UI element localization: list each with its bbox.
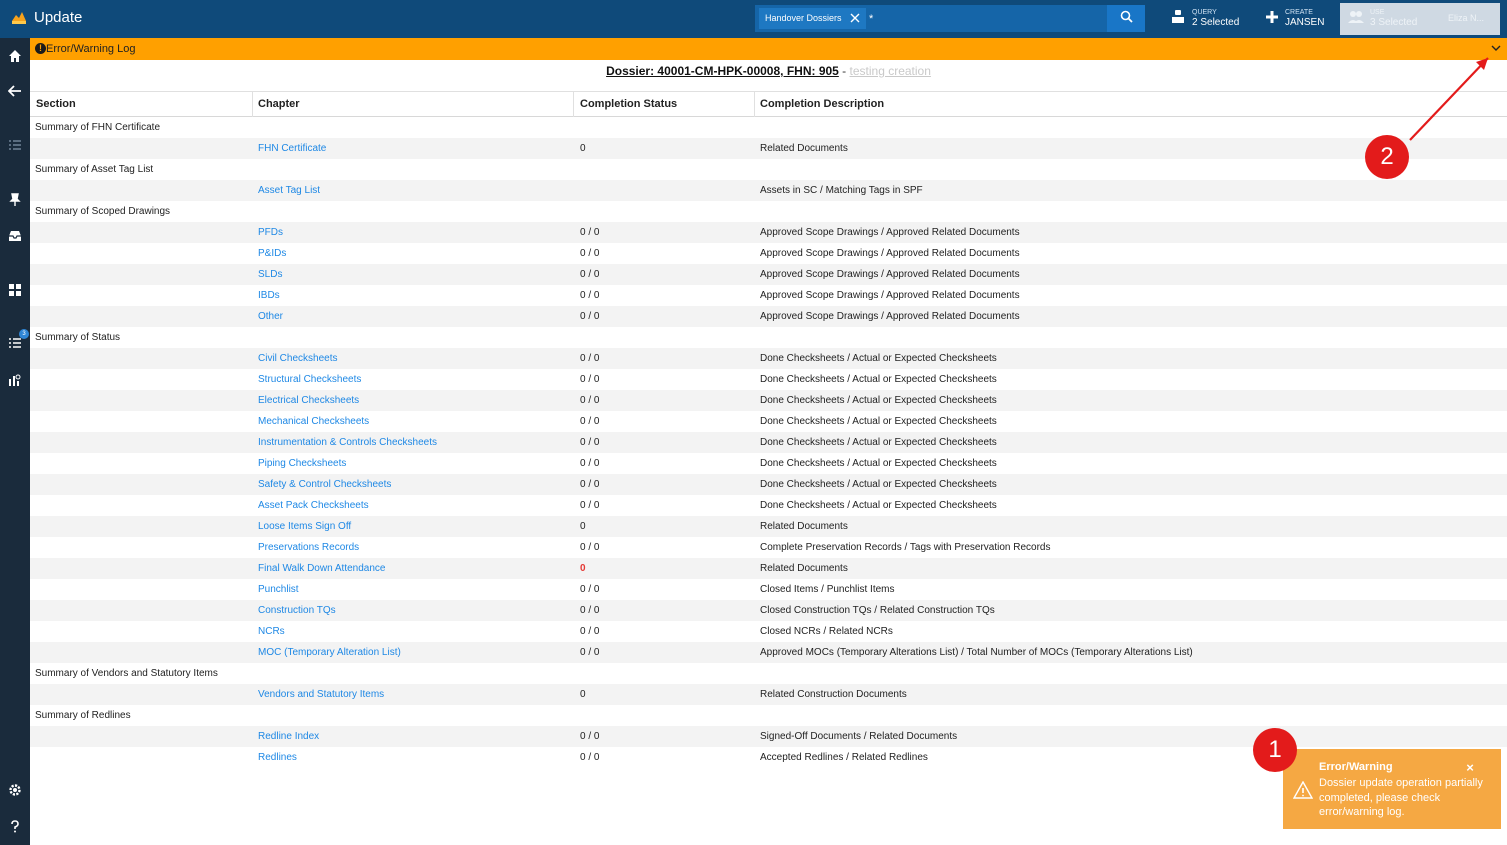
chapter-link[interactable]: Asset Pack Checksheets xyxy=(258,500,369,511)
create-button[interactable] xyxy=(1265,6,1324,32)
warning-toast[interactable] xyxy=(1283,749,1501,829)
section-cell: Summary of Vendors and Statutory Items xyxy=(35,668,218,679)
list-icon[interactable] xyxy=(5,135,25,155)
query-button[interactable] xyxy=(1170,6,1239,32)
status-cell: 0 / 0 xyxy=(580,500,600,511)
search-input[interactable] xyxy=(869,11,1069,27)
chapter-link[interactable]: Punchlist xyxy=(258,584,299,595)
chapter-link[interactable]: Final Walk Down Attendance xyxy=(258,563,386,574)
table-row[interactable] xyxy=(30,264,1507,285)
brand xyxy=(10,8,82,26)
chapter-link[interactable]: Vendors and Statutory Items xyxy=(258,689,385,700)
error-warning-log-bar[interactable] xyxy=(30,38,1507,60)
chapter-link[interactable]: Mechanical Checksheets xyxy=(258,416,370,427)
table-row[interactable] xyxy=(30,495,1507,516)
dossier-header xyxy=(30,64,1507,78)
chapter-link[interactable]: IBDs xyxy=(258,290,280,301)
status-cell: 0 / 0 xyxy=(580,290,600,301)
description-cell: Done Checksheets / Actual or Expected Checksheets xyxy=(760,500,997,511)
status-cell: 0 / 0 xyxy=(580,479,600,490)
chapter-link[interactable]: Other xyxy=(258,311,284,322)
chapter-link[interactable]: Piping Checksheets xyxy=(258,458,347,469)
exclamation-icon: ! xyxy=(35,43,46,54)
description-cell: Related Documents xyxy=(760,563,848,574)
help-question-icon[interactable] xyxy=(5,816,25,836)
description-cell: Closed NCRs / Related NCRs xyxy=(760,626,893,637)
table-row[interactable] xyxy=(30,285,1507,306)
status-cell: 0 / 0 xyxy=(580,311,600,322)
description-cell: Approved MOCs (Temporary Alterations List) / Total Number of MOCs (Temporary Alterations List) xyxy=(760,647,1193,658)
callout-2: 2 xyxy=(1365,135,1409,179)
chapter-link[interactable]: Redlines xyxy=(258,752,297,763)
tasks-badge: 3 xyxy=(19,329,29,339)
search-chip-label: Handover Dossiers xyxy=(765,13,842,23)
table-row[interactable] xyxy=(30,348,1507,369)
table-row[interactable] xyxy=(30,222,1507,243)
status-cell: 0 / 0 xyxy=(580,374,600,385)
description-cell: Approved Scope Drawings / Approved Related Documents xyxy=(760,311,1020,322)
section-row xyxy=(30,663,1507,684)
search-icon xyxy=(1120,10,1133,28)
description-cell: Approved Scope Drawings / Approved Related Documents xyxy=(760,248,1020,259)
column-header-status[interactable]: Completion Status xyxy=(580,98,678,110)
section-cell: Summary of Redlines xyxy=(35,710,131,721)
left-nav xyxy=(0,38,30,845)
description-cell: Accepted Redlines / Related Redlines xyxy=(760,752,928,763)
table-row[interactable] xyxy=(30,537,1507,558)
description-cell: Done Checksheets / Actual or Expected Checksheets xyxy=(760,395,997,406)
query-stack-icon xyxy=(1170,9,1186,30)
query-label: QUERY xyxy=(1192,9,1217,16)
search-filter-chip[interactable] xyxy=(759,8,866,29)
toast-message: Dossier update operation partially completed, please check error/warning log. xyxy=(1319,777,1483,818)
table-row[interactable] xyxy=(30,390,1507,411)
completion-table xyxy=(30,91,1507,768)
description-cell: Approved Scope Drawings / Approved Related Documents xyxy=(760,269,1020,280)
chapter-link[interactable]: Civil Checksheets xyxy=(258,353,338,364)
status-cell: 0 / 0 xyxy=(580,458,600,469)
table-row[interactable] xyxy=(30,516,1507,537)
toast-title: Error/Warning xyxy=(1319,761,1393,773)
description-cell: Signed-Off Documents / Related Documents xyxy=(760,731,958,742)
chapter-link[interactable]: P&IDs xyxy=(258,248,287,259)
status-cell: 0 / 0 xyxy=(580,353,600,364)
table-row[interactable] xyxy=(30,306,1507,327)
status-cell: 0 / 0 xyxy=(580,584,600,595)
table-row[interactable] xyxy=(30,411,1507,432)
chapter-link[interactable]: NCRs xyxy=(258,626,285,637)
column-header-section[interactable]: Section xyxy=(36,98,76,110)
status-cell: 0 / 0 xyxy=(580,752,600,763)
table-row[interactable] xyxy=(30,600,1507,621)
chapter-link[interactable]: Asset Tag List xyxy=(258,185,321,196)
status-cell: 0 / 0 xyxy=(580,542,600,553)
top-bar xyxy=(0,0,1507,38)
log-title: Error/Warning Log xyxy=(46,43,136,55)
table-row[interactable] xyxy=(30,621,1507,642)
column-header-description[interactable]: Completion Description xyxy=(760,98,885,110)
description-cell: Done Checksheets / Actual or Expected Checksheets xyxy=(760,458,997,469)
pin-icon[interactable] xyxy=(5,190,25,210)
search-bar[interactable] xyxy=(755,5,1145,32)
status-cell: 0 / 0 xyxy=(580,605,600,616)
section-row xyxy=(30,159,1507,180)
inbox-icon[interactable] xyxy=(5,226,25,246)
table-row[interactable] xyxy=(30,243,1507,264)
status-cell: 0 / 0 xyxy=(580,248,600,259)
section-row xyxy=(30,705,1507,726)
chapter-link[interactable]: Safety & Control Checksheets xyxy=(258,479,392,490)
chapter-link[interactable]: SLDs xyxy=(258,269,283,280)
app-logo-icon xyxy=(10,8,28,26)
disabled-user-action xyxy=(1340,3,1500,35)
description-cell: Related Documents xyxy=(760,521,848,532)
table-row[interactable] xyxy=(30,453,1507,474)
description-cell: Approved Scope Drawings / Approved Related Documents xyxy=(760,290,1020,301)
chapter-link[interactable]: Redline Index xyxy=(258,731,320,742)
status-cell: 0 xyxy=(580,143,586,154)
table-row[interactable] xyxy=(30,558,1507,579)
status-cell: 0 / 0 xyxy=(580,227,600,238)
reports-icon[interactable] xyxy=(5,370,25,390)
description-cell: Done Checksheets / Actual or Expected Checksheets xyxy=(760,416,997,427)
disabled-action-value: 3 Selected xyxy=(1370,17,1418,28)
description-cell: Closed Items / Punchlist Items xyxy=(760,584,895,595)
close-icon[interactable]: × xyxy=(1466,760,1474,775)
users-icon xyxy=(1348,9,1364,30)
section-row xyxy=(30,327,1507,348)
status-cell: 0 / 0 xyxy=(580,647,600,658)
create-value: JANSEN xyxy=(1285,17,1325,28)
chapter-link[interactable]: Preservations Records xyxy=(258,542,360,553)
table-row[interactable] xyxy=(30,432,1507,453)
status-cell: 0 xyxy=(580,689,586,700)
disabled-action-label: USE xyxy=(1370,9,1385,16)
callout-1: 1 xyxy=(1253,728,1297,772)
section-cell: Summary of Status xyxy=(35,332,121,343)
search-button[interactable] xyxy=(1107,5,1145,32)
app-title: Update xyxy=(34,8,83,26)
status-cell: 0 / 0 xyxy=(580,626,600,637)
description-cell: Approved Scope Drawings / Approved Related Documents xyxy=(760,227,1020,238)
settings-gear-icon[interactable] xyxy=(5,780,25,800)
status-cell: 0 / 0 xyxy=(580,269,600,280)
dossier-id[interactable]: Dossier: 40001-CM-HPK-00008, FHN: 905 xyxy=(606,64,839,78)
chapter-link[interactable]: Loose Items Sign Off xyxy=(258,521,352,532)
description-cell: Done Checksheets / Actual or Expected Checksheets xyxy=(760,479,997,490)
table-row[interactable] xyxy=(30,642,1507,663)
description-cell: Done Checksheets / Actual or Expected Checksheets xyxy=(760,353,997,364)
warning-triangle-icon xyxy=(1293,781,1313,799)
home-icon[interactable] xyxy=(5,46,25,66)
section-cell: Summary of Scoped Drawings xyxy=(35,206,171,217)
annotation-arrow xyxy=(1400,50,1500,150)
table-row[interactable] xyxy=(30,474,1507,495)
description-cell: Done Checksheets / Actual or Expected Checksheets xyxy=(760,437,997,448)
table-body xyxy=(30,117,1507,768)
dashboard-icon[interactable] xyxy=(5,280,25,300)
status-cell: 0 / 0 xyxy=(580,395,600,406)
table-row[interactable] xyxy=(30,138,1507,159)
description-cell: Assets in SC / Matching Tags in SPF xyxy=(760,185,923,196)
description-cell: Related Documents xyxy=(760,143,848,154)
column-header-chapter[interactable]: Chapter xyxy=(258,98,300,110)
chapter-link[interactable]: Instrumentation & Controls Checksheets xyxy=(258,437,437,448)
description-cell: Closed Construction TQs / Related Construction TQs xyxy=(760,605,995,616)
status-cell: 0 xyxy=(580,521,586,532)
status-cell: 0 / 0 xyxy=(580,731,600,742)
chapter-link[interactable]: Structural Checksheets xyxy=(258,374,362,385)
plus-icon xyxy=(1265,10,1279,29)
description-cell: Done Checksheets / Actual or Expected Checksheets xyxy=(760,374,997,385)
chapter-link[interactable]: MOC (Temporary Alteration List) xyxy=(258,647,401,658)
chapter-link[interactable]: Construction TQs xyxy=(258,605,336,616)
table-row[interactable] xyxy=(30,684,1507,705)
dossier-subtitle: testing creation xyxy=(849,64,931,78)
dossier-separator: - xyxy=(838,64,850,78)
table-row[interactable] xyxy=(30,369,1507,390)
back-arrow-icon[interactable] xyxy=(5,81,25,101)
status-cell: 0 / 0 xyxy=(580,416,600,427)
description-cell: Complete Preservation Records / Tags with Preservation Records xyxy=(760,542,1051,553)
section-cell: Summary of Asset Tag List xyxy=(35,164,154,175)
section-row xyxy=(30,117,1507,138)
status-cell: 0 xyxy=(580,563,586,574)
section-row xyxy=(30,201,1507,222)
section-cell: Summary of FHN Certificate xyxy=(35,122,161,133)
description-cell: Related Construction Documents xyxy=(760,689,907,700)
chip-close-icon[interactable] xyxy=(848,8,862,29)
chapter-link[interactable]: PFDs xyxy=(258,227,283,238)
create-label: CREATE xyxy=(1285,9,1313,16)
tasks-icon[interactable] xyxy=(5,333,25,353)
chapter-link[interactable]: FHN Certificate xyxy=(258,143,327,154)
chapter-link[interactable]: Electrical Checksheets xyxy=(258,395,360,406)
table-row[interactable] xyxy=(30,180,1507,201)
table-row[interactable] xyxy=(30,579,1507,600)
query-value: 2 Selected xyxy=(1192,17,1240,28)
status-cell: 0 / 0 xyxy=(580,437,600,448)
table-header xyxy=(30,91,1507,117)
user-name: Eliza N... xyxy=(1447,13,1484,23)
